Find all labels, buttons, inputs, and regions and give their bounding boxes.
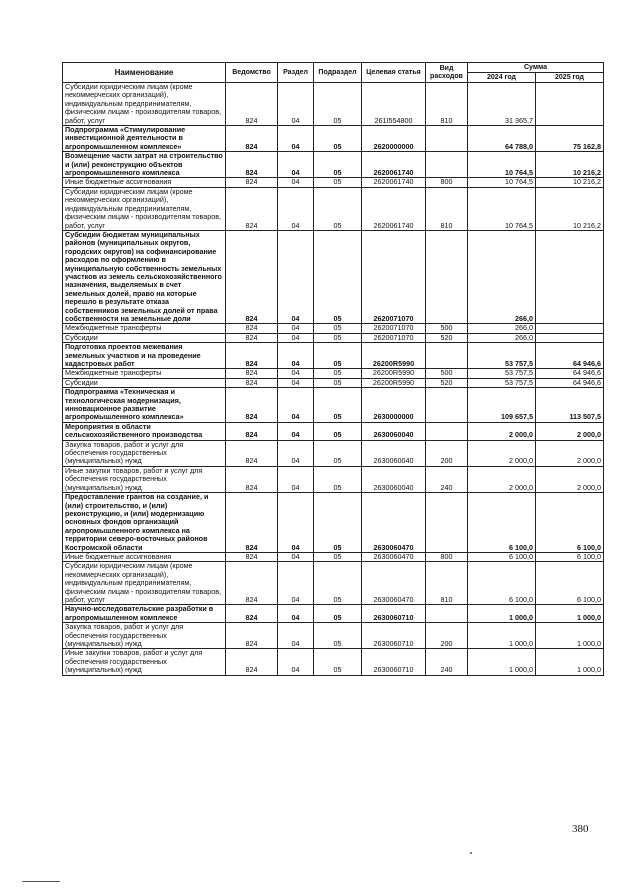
cell-target: 261I554800 <box>362 83 426 126</box>
table-header <box>63 63 604 83</box>
header-target: Целевая статья <box>362 63 426 83</box>
cell-y2: 113 507,5 <box>536 388 604 423</box>
footer-line <box>22 881 60 882</box>
cell-sub: 05 <box>314 152 362 178</box>
cell-sub: 05 <box>314 369 362 378</box>
table-row <box>63 388 604 423</box>
cell-target: 2620071070 <box>362 324 426 333</box>
table-row <box>63 552 604 561</box>
cell-sub: 05 <box>314 466 362 492</box>
cell-name: Закупка товаров, работ и услуг для обеспечения государственных (муниципальных) нужд <box>63 623 226 649</box>
cell-dep: 824 <box>226 649 278 675</box>
cell-exp: 810 <box>426 83 468 126</box>
cell-y1: 2 000,0 <box>468 422 536 440</box>
cell-exp <box>426 605 468 623</box>
table-row <box>63 623 604 649</box>
cell-dep: 824 <box>226 333 278 342</box>
cell-y2: 2 000,0 <box>536 440 604 466</box>
cell-dep: 824 <box>226 83 278 126</box>
cell-sec: 04 <box>278 178 314 187</box>
cell-sec: 04 <box>278 187 314 230</box>
table-row <box>63 378 604 387</box>
cell-name: Подготовка проектов межевания земельных участков и на проведение кадастровых работ <box>63 343 226 369</box>
cell-sub: 05 <box>314 343 362 369</box>
table-row <box>63 343 604 369</box>
cell-y1: 6 100,0 <box>468 552 536 561</box>
cell-y1: 266,0 <box>468 324 536 333</box>
cell-name: Субсидии <box>63 378 226 387</box>
page-number: 380 <box>572 823 589 835</box>
cell-dep: 824 <box>226 378 278 387</box>
cell-dep: 824 <box>226 466 278 492</box>
cell-y2: 10 216,2 <box>536 178 604 187</box>
cell-exp <box>426 343 468 369</box>
cell-exp: 240 <box>426 466 468 492</box>
cell-y2: 64 946,6 <box>536 343 604 369</box>
cell-sec: 04 <box>278 230 314 323</box>
cell-name: Подпрограмма «Техническая и технологическая модернизация, инновационное развитие агропромышленного комплекса» <box>63 388 226 423</box>
cell-sub: 05 <box>314 422 362 440</box>
table-row <box>63 649 604 675</box>
header-section: Раздел <box>278 63 314 83</box>
cell-sub: 05 <box>314 605 362 623</box>
cell-exp: 810 <box>426 187 468 230</box>
cell-name: Мероприятия в области сельскохозяйственного производства <box>63 422 226 440</box>
cell-y2: 6 100,0 <box>536 552 604 561</box>
cell-target: 2620071070 <box>362 230 426 323</box>
cell-target: 26200R5990 <box>362 343 426 369</box>
cell-dep: 824 <box>226 152 278 178</box>
cell-y1: 53 757,5 <box>468 378 536 387</box>
cell-target: 26200R5990 <box>362 369 426 378</box>
cell-sec: 04 <box>278 493 314 553</box>
table-row <box>63 230 604 323</box>
cell-name: Субсидии юридическим лицам (кроме некоммерческих организаций), индивидуальным предпринимателям, физическим лицам - производителям товаров, работ, услуг <box>63 83 226 126</box>
cell-sub: 05 <box>314 126 362 152</box>
table-row <box>63 152 604 178</box>
cell-sub: 05 <box>314 378 362 387</box>
cell-target: 2630060470 <box>362 562 426 605</box>
cell-y2: 6 100,0 <box>536 493 604 553</box>
cell-target: 2620061740 <box>362 152 426 178</box>
header-department: Ведомство <box>226 63 278 83</box>
cell-exp: 800 <box>426 552 468 561</box>
cell-sec: 04 <box>278 562 314 605</box>
cell-y2: 2 000,0 <box>536 466 604 492</box>
cell-exp <box>426 152 468 178</box>
cell-exp: 800 <box>426 178 468 187</box>
cell-y1: 10 764,5 <box>468 187 536 230</box>
cell-name: Подпрограмма «Стимулирование инвестиционной деятельности в агропромышленном комплексе» <box>63 126 226 152</box>
cell-sec: 04 <box>278 623 314 649</box>
cell-y2: 2 000,0 <box>536 422 604 440</box>
table-row <box>63 126 604 152</box>
cell-y1: 10 764,5 <box>468 178 536 187</box>
scan-dot <box>470 852 472 854</box>
table-row <box>63 324 604 333</box>
cell-target: 2620061740 <box>362 187 426 230</box>
cell-sec: 04 <box>278 333 314 342</box>
cell-sec: 04 <box>278 378 314 387</box>
cell-name: Субсидии юридическим лицам (кроме некоммерческих организаций), индивидуальным предпринимателям, физическим лицам - производителям товаров, работ, услуг <box>63 187 226 230</box>
cell-sec: 04 <box>278 343 314 369</box>
cell-name: Научно-исследовательские разработки в агропромышленном комплексе <box>63 605 226 623</box>
cell-name: Межбюджетные трансферты <box>63 369 226 378</box>
cell-dep: 824 <box>226 388 278 423</box>
cell-y1: 1 000,0 <box>468 605 536 623</box>
cell-name: Иные закупки товаров, работ и услуг для обеспечения государственных (муниципальных) нужд <box>63 649 226 675</box>
cell-y2 <box>536 333 604 342</box>
cell-dep: 824 <box>226 422 278 440</box>
cell-sub: 05 <box>314 440 362 466</box>
table-row <box>63 605 604 623</box>
cell-dep: 824 <box>226 440 278 466</box>
cell-target: 26200R5990 <box>362 378 426 387</box>
cell-exp: 200 <box>426 623 468 649</box>
cell-sub: 05 <box>314 562 362 605</box>
cell-target: 2630060470 <box>362 493 426 553</box>
cell-sec: 04 <box>278 152 314 178</box>
cell-exp: 520 <box>426 333 468 342</box>
header-sum: Сумма <box>468 63 604 73</box>
cell-exp: 200 <box>426 440 468 466</box>
budget-table <box>62 62 604 676</box>
cell-exp: 500 <box>426 369 468 378</box>
table-row <box>63 187 604 230</box>
cell-target: 2630060470 <box>362 552 426 561</box>
cell-target: 2620000000 <box>362 126 426 152</box>
cell-sec: 04 <box>278 605 314 623</box>
cell-dep: 824 <box>226 493 278 553</box>
cell-dep: 824 <box>226 230 278 323</box>
cell-y1: 10 764,5 <box>468 152 536 178</box>
cell-y2: 64 946,6 <box>536 378 604 387</box>
cell-dep: 824 <box>226 187 278 230</box>
cell-dep: 824 <box>226 343 278 369</box>
cell-exp <box>426 388 468 423</box>
cell-target: 2630060040 <box>362 466 426 492</box>
cell-exp <box>426 126 468 152</box>
cell-sub: 05 <box>314 178 362 187</box>
cell-target: 2620071070 <box>362 333 426 342</box>
cell-sec: 04 <box>278 324 314 333</box>
cell-dep: 824 <box>226 369 278 378</box>
table-row <box>63 466 604 492</box>
cell-target: 2630060710 <box>362 649 426 675</box>
cell-y2 <box>536 230 604 323</box>
cell-sec: 04 <box>278 126 314 152</box>
cell-sub: 05 <box>314 187 362 230</box>
cell-sec: 04 <box>278 466 314 492</box>
table-row <box>63 333 604 342</box>
cell-target: 2630060710 <box>362 605 426 623</box>
cell-y1: 109 657,5 <box>468 388 536 423</box>
table-row <box>63 83 604 126</box>
table-row <box>63 178 604 187</box>
cell-sub: 05 <box>314 649 362 675</box>
cell-y1: 2 000,0 <box>468 440 536 466</box>
cell-y1: 2 000,0 <box>468 466 536 492</box>
cell-target: 2620061740 <box>362 178 426 187</box>
cell-sec: 04 <box>278 649 314 675</box>
cell-y2: 1 000,0 <box>536 623 604 649</box>
cell-sec: 04 <box>278 440 314 466</box>
cell-name: Иные бюджетные ассигнования <box>63 552 226 561</box>
cell-y1: 6 100,0 <box>468 493 536 553</box>
cell-target: 2630060710 <box>362 623 426 649</box>
cell-y2 <box>536 324 604 333</box>
cell-name: Иные закупки товаров, работ и услуг для обеспечения государственных (муниципальных) нужд <box>63 466 226 492</box>
header-year-2025: 2025 год <box>536 73 604 83</box>
cell-sub: 05 <box>314 552 362 561</box>
cell-sub: 05 <box>314 83 362 126</box>
table-row <box>63 369 604 378</box>
cell-name: Межбюджетные трансферты <box>63 324 226 333</box>
cell-exp: 240 <box>426 649 468 675</box>
header-expense: Вид расходов <box>426 63 468 83</box>
cell-y2: 1 000,0 <box>536 605 604 623</box>
cell-name: Предоставление грантов на создание, и (или) строительство, и (или) реконструкцию, и (или) модернизацию основных фондов организаций агропромышленного комплекса на территории северо-восточных районов Костромской области <box>63 493 226 553</box>
cell-sec: 04 <box>278 369 314 378</box>
cell-sub: 05 <box>314 493 362 553</box>
table-row <box>63 422 604 440</box>
cell-name: Субсидии бюджетам муниципальных районов (муниципальных округов, городских округов) на софинансирование расходов по оформлению в муниципальную собственность земельных участков из земель сельскохозяйственного назначения, выделяемых в счет земельных долей, право на которые перешло в результате отказа собственников земельных долей от права собственности на земельные доли <box>63 230 226 323</box>
cell-exp <box>426 493 468 553</box>
cell-dep: 824 <box>226 178 278 187</box>
cell-y1: 1 000,0 <box>468 649 536 675</box>
table-body <box>63 83 604 676</box>
cell-exp: 520 <box>426 378 468 387</box>
cell-sec: 04 <box>278 422 314 440</box>
cell-sub: 05 <box>314 333 362 342</box>
cell-exp <box>426 422 468 440</box>
header-year-2024: 2024 год <box>468 73 536 83</box>
cell-dep: 824 <box>226 562 278 605</box>
cell-sub: 05 <box>314 324 362 333</box>
cell-target: 2630060040 <box>362 440 426 466</box>
cell-name: Субсидии юридическим лицам (кроме некоммерческих организаций), индивидуальным предпринимателям, физическим лицам - производителям товаров, работ, услуг <box>63 562 226 605</box>
cell-y2: 10 216,2 <box>536 187 604 230</box>
cell-dep: 824 <box>226 552 278 561</box>
cell-name: Иные бюджетные ассигнования <box>63 178 226 187</box>
cell-exp: 810 <box>426 562 468 605</box>
table-row <box>63 493 604 553</box>
cell-name: Возмещение части затрат на строительство и (или) реконструкцию объектов агропромышленного комплекса <box>63 152 226 178</box>
cell-y1: 53 757,5 <box>468 369 536 378</box>
cell-sec: 04 <box>278 388 314 423</box>
cell-y1: 6 100,0 <box>468 562 536 605</box>
cell-dep: 824 <box>226 623 278 649</box>
cell-y1: 1 000,0 <box>468 623 536 649</box>
table-row <box>63 562 604 605</box>
cell-y2: 6 100,0 <box>536 562 604 605</box>
table-row <box>63 440 604 466</box>
cell-exp <box>426 230 468 323</box>
cell-sub: 05 <box>314 623 362 649</box>
cell-y1: 64 788,0 <box>468 126 536 152</box>
cell-sec: 04 <box>278 552 314 561</box>
cell-y1: 31 365,7 <box>468 83 536 126</box>
cell-dep: 824 <box>226 324 278 333</box>
cell-y1: 266,0 <box>468 333 536 342</box>
cell-y2 <box>536 83 604 126</box>
cell-y2: 75 162,8 <box>536 126 604 152</box>
cell-sec: 04 <box>278 83 314 126</box>
cell-sub: 05 <box>314 388 362 423</box>
cell-exp: 500 <box>426 324 468 333</box>
cell-dep: 824 <box>226 126 278 152</box>
cell-sub: 05 <box>314 230 362 323</box>
header-subsection: Подраздел <box>314 63 362 83</box>
cell-name: Субсидии <box>63 333 226 342</box>
header-name: Наименование <box>63 63 226 83</box>
cell-name: Закупка товаров, работ и услуг для обеспечения государственных (муниципальных) нужд <box>63 440 226 466</box>
cell-y2: 64 946,6 <box>536 369 604 378</box>
cell-y2: 10 216,2 <box>536 152 604 178</box>
cell-y1: 266,0 <box>468 230 536 323</box>
cell-target: 2630060040 <box>362 422 426 440</box>
cell-y1: 53 757,5 <box>468 343 536 369</box>
cell-dep: 824 <box>226 605 278 623</box>
cell-y2: 1 000,0 <box>536 649 604 675</box>
cell-target: 2630000000 <box>362 388 426 423</box>
